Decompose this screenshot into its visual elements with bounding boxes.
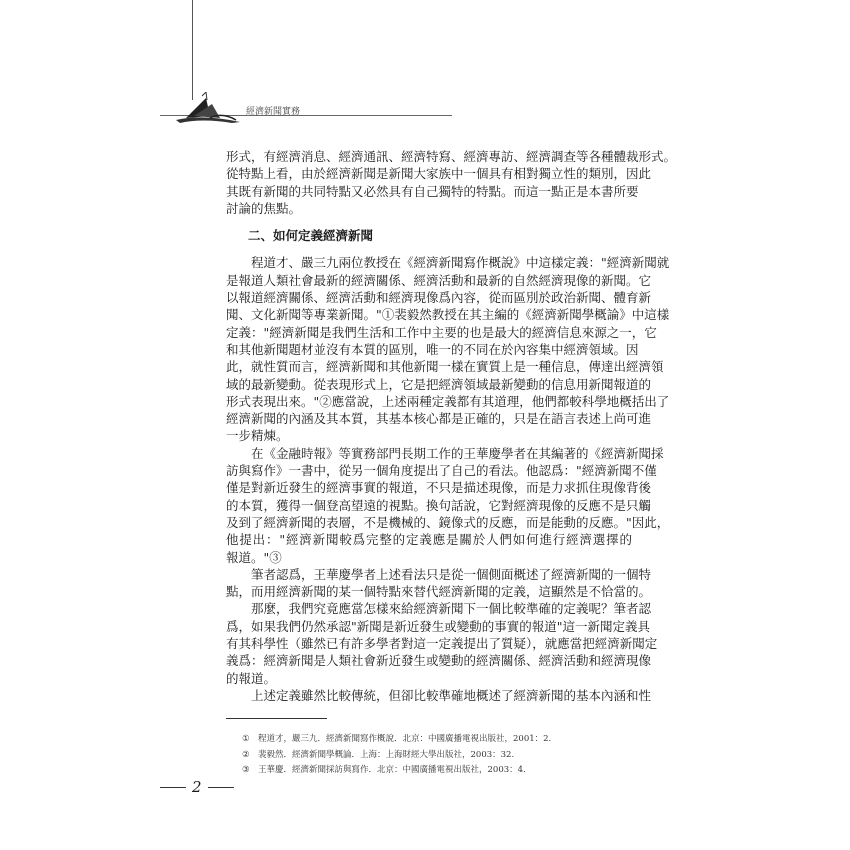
text-line: 筆者認爲，王華慶學者上述看法只是從一個側面概述了經濟新聞的一個特 xyxy=(251,566,652,582)
page-body xyxy=(226,148,677,704)
text-line: 從特點上看，由於經濟新聞是新聞大家族中一個具有相對獨立性的類別，因此 xyxy=(226,166,652,182)
text-line: 其既有新聞的共同特點又必然具有自己獨特的特點。而這一點正是本書所要 xyxy=(226,183,639,199)
page-number-value: 2 xyxy=(192,778,202,796)
text-line: 僅是對新近發生的經濟事實的報道，不只是描述現像，而是力求抓住現像背後 xyxy=(226,480,652,496)
footnote-number: ③ xyxy=(242,765,250,775)
text-line: 一步精煉。 xyxy=(226,428,289,444)
text-line: 及到了經濟新聞的表層，不是機械的、鏡像式的反應，而是能動的反應。"因此， xyxy=(226,514,670,530)
sailing-ship-logo xyxy=(172,92,244,124)
page-number-dash xyxy=(208,787,234,788)
footnote-number: ② xyxy=(242,749,250,760)
page-number xyxy=(160,778,234,796)
text-line: 程道才、嚴三九兩位教授在《經濟新聞寫作概說》中這樣定義："經濟新聞就 xyxy=(251,255,670,271)
text-line: 定義："經濟新聞是我們生活和工作中主要的也是最大的經濟信息來源之一，它 xyxy=(226,324,657,340)
text-line: 他提出："經濟新聞較爲完整的定義應是關於人們如何進行經濟選擇的 xyxy=(226,532,632,548)
text-line: 義爲：經濟新聞是人類社會新近發生或變動的經濟關係、經濟活動和經濟現像 xyxy=(226,653,652,669)
text-line: 上述定義雖然比較傳統，但卻比較準確地概述了經濟新聞的基本內涵和性 xyxy=(251,687,652,703)
text-line: 討論的焦點。 xyxy=(226,200,302,216)
footnote xyxy=(242,748,551,764)
text-line: 訪與寫作》一書中，從另一個角度提出了自己的看法。他認爲："經濟新聞不僅 xyxy=(226,463,657,479)
footnote-rule xyxy=(226,718,327,719)
text-line: 報道。"③ xyxy=(226,549,282,565)
text-line: 形式表現出來。"②應當說，上述兩種定義都有其道理，他們都較科學地概括出了 xyxy=(226,393,670,409)
text-line: 經濟新聞的內涵及其本質，其基本核心都是正確的，只是在語言表述上尚可進 xyxy=(226,411,652,427)
text-line: 爲，如果我們仍然承認"新聞是新近發生或變動的事實的報道"這一新聞定義具 xyxy=(226,618,651,634)
text-line: 的本質，獲得一個登高望遠的視點。換句話說，它對經濟現像的反應不是只觸 xyxy=(226,497,652,513)
paragraph xyxy=(226,566,652,601)
text-line: 點，而用經濟新聞的某一個特點來替代經濟新聞的定義，這顯然是不恰當的。 xyxy=(226,584,652,600)
paragraph xyxy=(226,254,670,444)
text-line: 和其他新聞題材並沒有本質的區別，唯一的不同在於內容集中經濟領域。因 xyxy=(226,341,639,357)
text-line: 有其科學性（雖然已有許多學者對這一定義提出了質疑），就應當把經濟新聞定 xyxy=(226,636,658,652)
footnote-text: 程道才，嚴三九．經濟新聞寫作概說．北京：中國廣播電視出版社，2001：2. xyxy=(258,734,552,744)
footnote-number: ① xyxy=(242,734,250,744)
text-line: 域的最新變動。從表現形式上，它是把經濟領域最新變動的信息用新聞報道的 xyxy=(226,376,652,392)
footnotes xyxy=(242,732,551,779)
header-vertical-rule xyxy=(192,0,193,100)
paragraph xyxy=(226,445,670,566)
paragraph xyxy=(226,687,652,704)
footnote xyxy=(242,763,551,779)
footnote xyxy=(242,732,551,748)
text-line: 在《金融時報》等實務部門長期工作的王華慶學者在其編著的《經濟新聞採 xyxy=(251,445,664,461)
text-line: 那麼，我們究竟應當怎樣來給經濟新聞下一個比較準確的定義呢？筆者認 xyxy=(251,601,652,617)
text-line: 是報道人類社會最新的經濟關係、經濟活動和最新的自然經濟現像的新聞。它 xyxy=(226,272,652,288)
running-title: 經濟新聞實務 xyxy=(246,107,301,117)
paragraph xyxy=(226,600,658,686)
page-number-dash xyxy=(160,787,186,788)
text-line: 聞、文化新聞等專業新聞。"①裴毅然教授在其主編的《經濟新聞學概論》中這樣 xyxy=(226,307,670,323)
text-line: 以報道經濟關係、經濟活動和經濟現像爲內容，從而區別於政治新聞、體育新 xyxy=(226,290,652,306)
text-line: 的報道。 xyxy=(226,670,277,686)
section-heading: 二、如何定義經濟新聞 xyxy=(248,228,374,244)
text-line: 此，就性質而言，經濟新聞和其他新聞一樣在實質上是一種信息，傳達出經濟領 xyxy=(226,359,664,375)
text-line: 形式，有經濟消息、經濟通訊、經濟特寫、經濟專訪、經濟調查等各種體裁形式。 xyxy=(226,149,677,164)
paragraph xyxy=(226,148,677,217)
footnote-text: 王華慶．經濟新聞採訪與寫作．北京：中國廣播電視出版社，2003：4. xyxy=(258,765,526,775)
footnote-text: 裴毅然．經濟新聞學概論．上海：上海財經大學出版社，2003：32. xyxy=(258,749,515,760)
